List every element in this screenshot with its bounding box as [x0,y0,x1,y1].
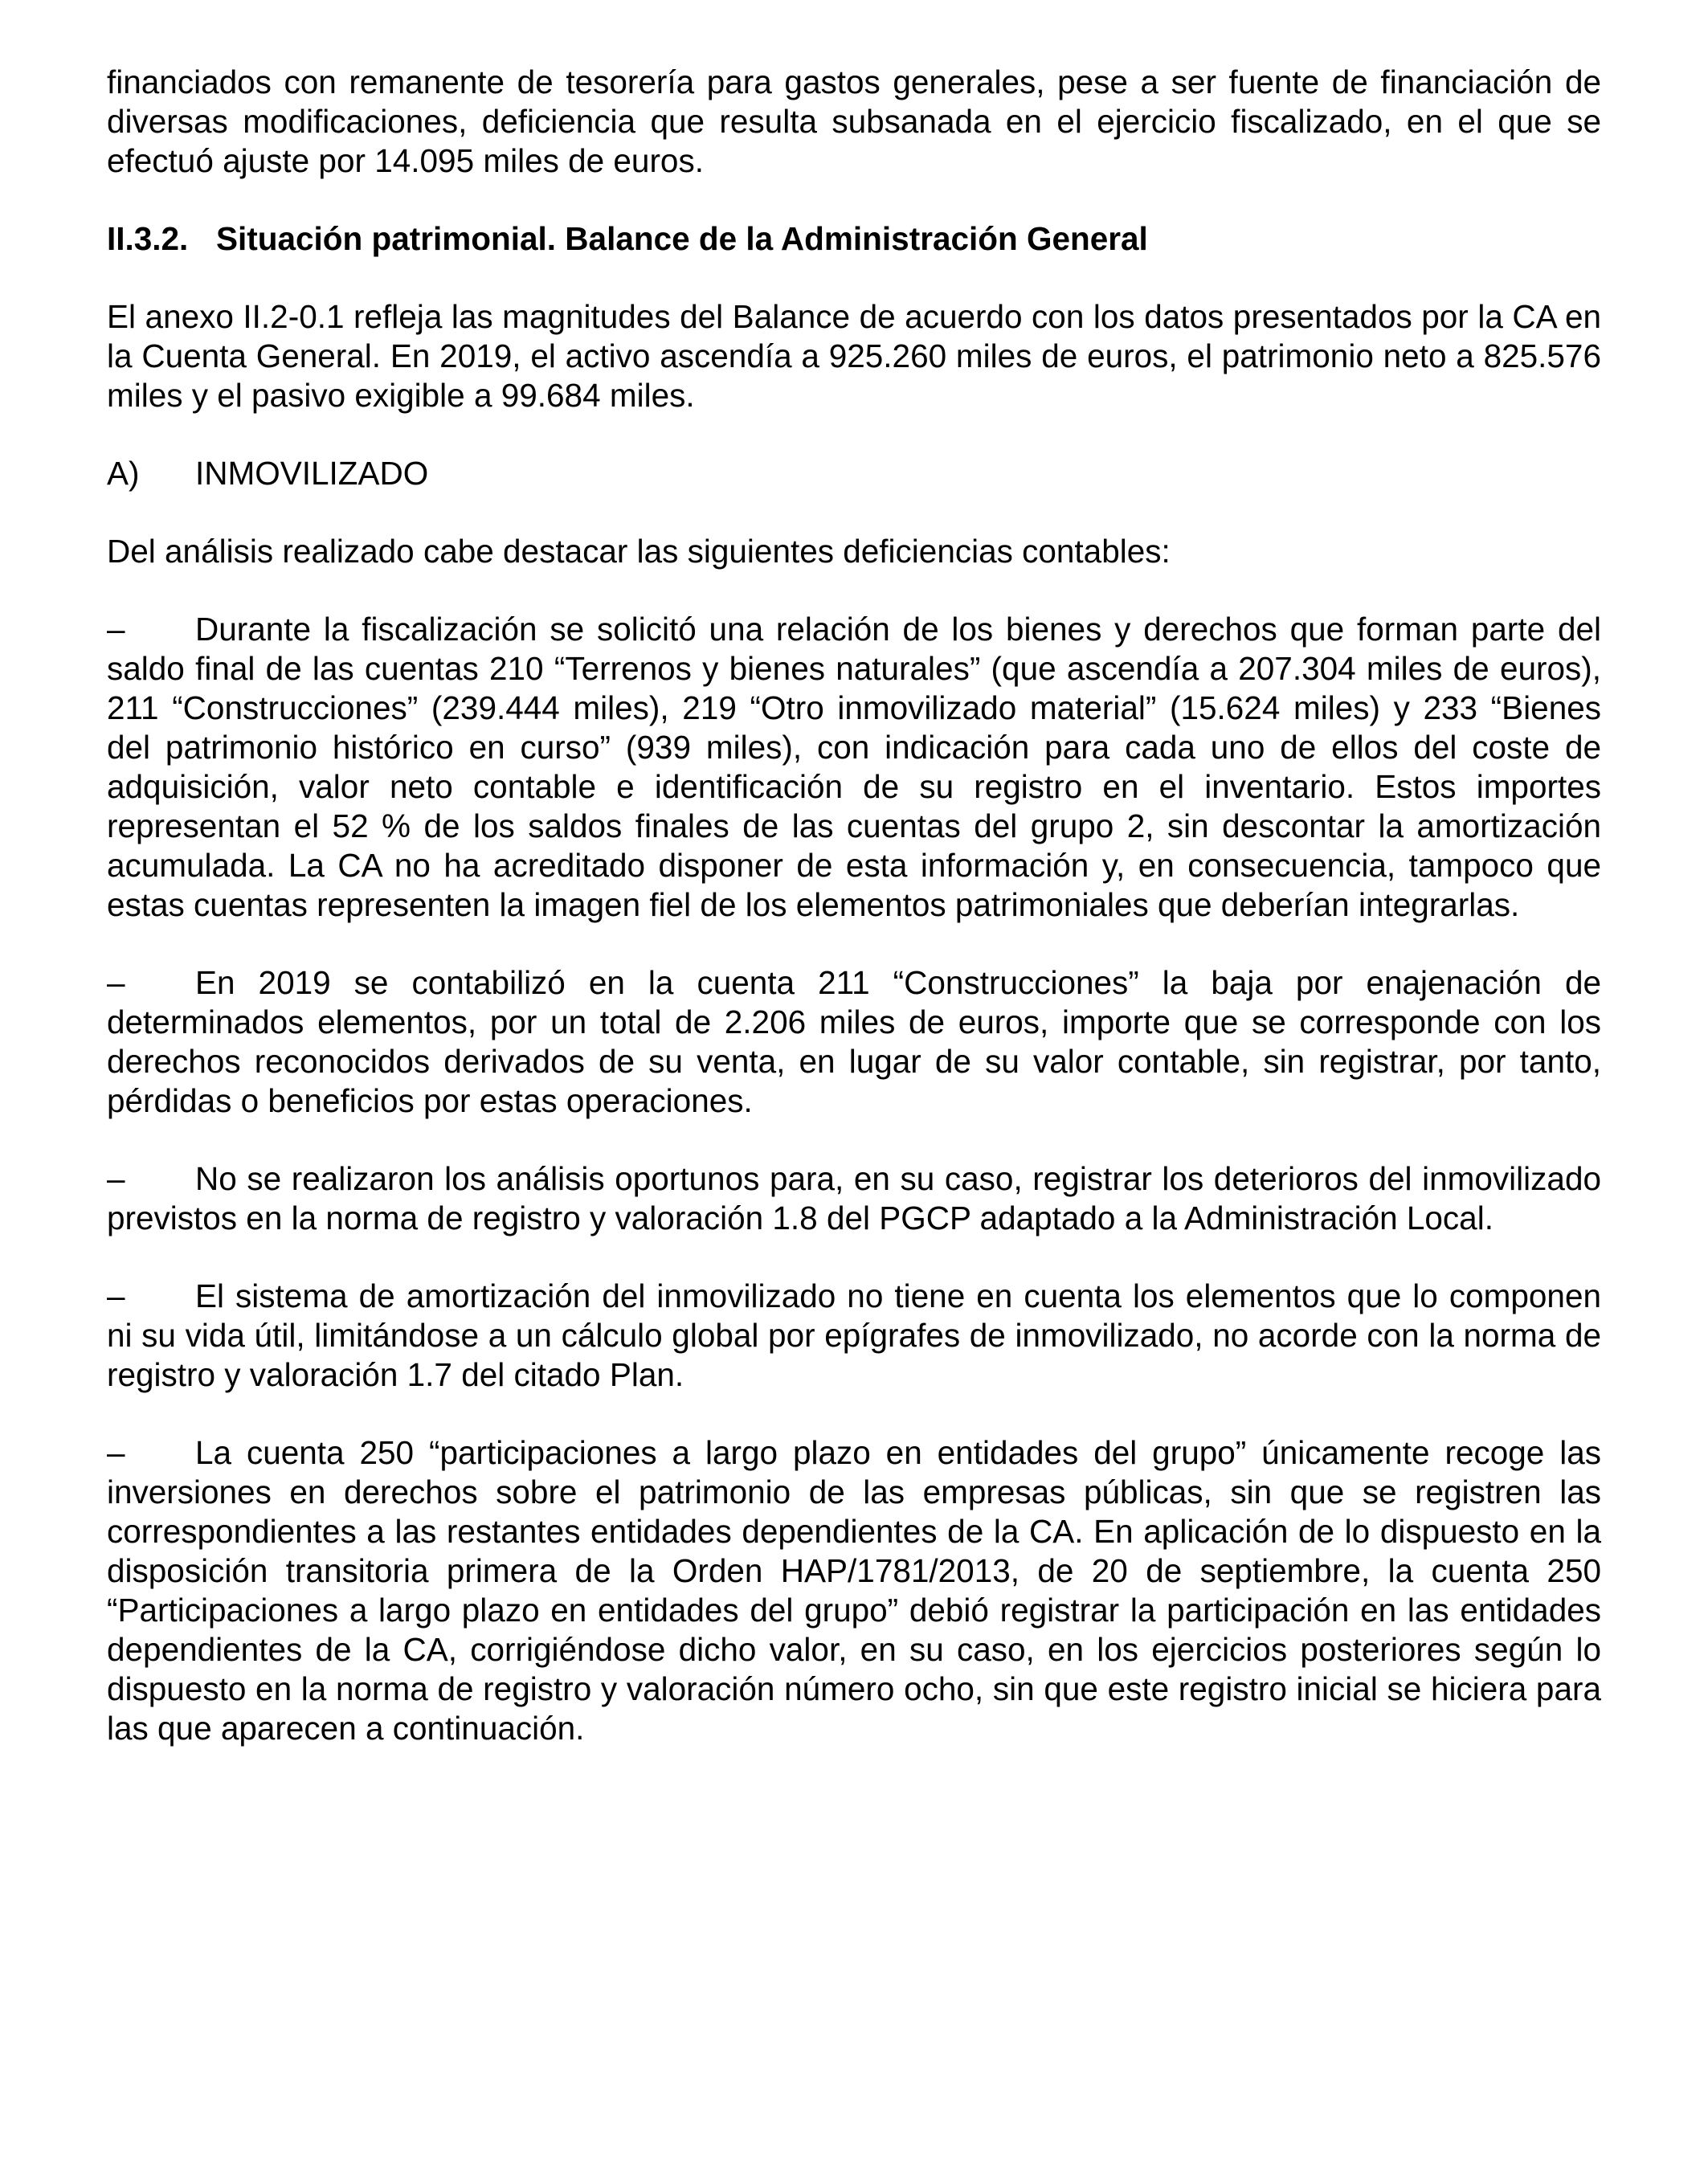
section-number: II.3.2. [107,220,189,257]
subsection-heading [107,454,1601,493]
section-title: Situación patrimonial. Balance de la Administración General [216,220,1148,257]
analysis-intro: Del análisis realizado cabe destacar las siguientes deficiencias contables: [107,533,1171,570]
balance-paragraph: El anexo II.2-0.1 refleja las magnitudes del Balance de acuerdo con los datos presentados por la CA en la Cuenta General. En 2019, el activo ascendía a 925.260 miles de euros, el patrimonio neto a 825.576 miles y el pasivo exigible a 99.684 miles. [107,298,1601,414]
bullet-item [107,1433,1601,1748]
bullet-item [107,963,1601,1121]
bullet-text: Durante la fiscalización se solicitó una relación de los bienes y derechos que forman parte del saldo final de las cuentas 210 “Terrenos y bienes naturales” (que ascendía a 207.304 miles de euros), 211 “Construcciones” (239.444 miles), 219 “Otro inmovilizado material” (15.624 miles) y 233 “Bienes del patrimonio histórico en curso” (939 miles), con indicación para cada uno de ellos del coste de adquisición, valor neto contable e identificación de su registro en el inventario. Estos importes representan el 52 % de los saldos finales de las cuentas del grupo 2, sin descontar la amortización acumulada. La CA no ha acreditado disponer de esta información y, en consecuencia, tampoco que estas cuentas representen la imagen fiel de los elementos patrimoniales que deberían integrarlas. [107,611,1601,923]
subsection-title: INMOVILIZADO [195,455,429,492]
section-heading [107,219,1601,259]
bullet-text: La cuenta 250 “participaciones a largo plazo en entidades del grupo” únicamente recoge las inversiones en derechos sobre el patrimonio de las empresas públicas, sin que se registren las correspondientes a las restantes entidades dependientes de la CA. En aplicación de lo dispuesto en la disposición transitoria primera de la Orden HAP/1781/2013, de 20 de septiembre, la cuenta 250 “Participaciones a largo plazo en entidades del grupo” debió registrar la participación en las entidades dependientes de la CA, corrigiéndose dicho valor, en su caso, en los ejercicios posteriores según lo dispuesto en la norma de registro y valoración número ocho, sin que este registro inicial se hiciera para las que aparecen a continuación. [107,1434,1601,1747]
bullet-dash: – [107,1160,125,1197]
document-page [107,63,1601,1787]
bullet-text: En 2019 se contabilizó en la cuenta 211 “Construcciones” la baja por enajenación de determinados elementos, por un total de 2.206 miles de euros, importe que se corresponde con los derechos reconocidos derivados de su venta, en lugar de su valor contable, sin registrar, por tanto, pérdidas o beneficios por estas operaciones. [107,964,1601,1119]
bullet-text: El sistema de amortización del inmovilizado no tiene en cuenta los elementos que lo componen ni su vida útil, limitándose a un cálculo global por epígrafes de inmovilizado, no acorde con la norma de registro y valoración 1.7 del citado Plan. [107,1277,1601,1393]
bullet-item [107,1159,1601,1238]
subsection-letter: A) [107,455,140,492]
intro-paragraph: financiados con remanente de tesorería para gastos generales, pese a ser fuente de financiación de diversas modificaciones, deficiencia que resulta subsanada en el ejercicio fiscalizado, en el que se efectuó ajuste por 14.095 miles de euros. [107,63,1601,179]
bullet-dash: – [107,964,125,1001]
bullet-item [107,1277,1601,1395]
bullet-dash: – [107,1434,125,1471]
bullet-dash: – [107,1277,125,1314]
bullet-dash: – [107,611,125,648]
bullet-item [107,610,1601,925]
bullet-text: No se realizaron los análisis oportunos para, en su caso, registrar los deterioros del inmovilizado previstos en la norma de registro y valoración 1.8 del PGCP adaptado a la Administración Local. [107,1160,1601,1236]
